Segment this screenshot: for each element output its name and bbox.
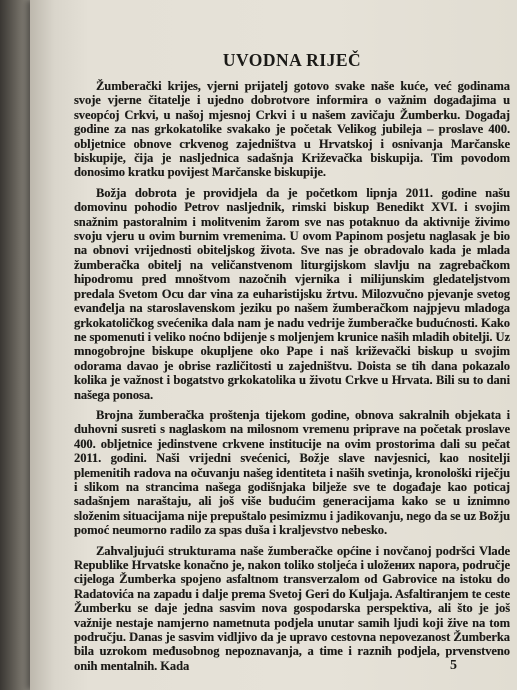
book-gutter-shadow	[0, 0, 34, 690]
page-title: UVODNA RIJEČ	[222, 50, 362, 70]
paragraph-1: Žumberački krijes, vjerni prijatelj gotovo svake naše kuće, već godinama svoje vjerne čitatelje i ujedno dobrotvore informira o važnim događajima u sveopćoj Crkvi, u našoj mjesnoj Crkvi i u našem zavičaju Žumberku. Događaj godine za nas grkokatolike svakako je početak Velikog jubileja – proslave 400. obljetnice obnove crkvenog zajedništva u Hrvatskoj i osnivanja Marčanske biskupije, čija je nasljednica sadašnja Križevačka biskupija. Tim povodom donosimo kratku povijest Marčanske biskupije.	[74, 79, 510, 180]
paragraph-3: Brojna žumberačka proštenja tijekom godine, obnova sakralnih objekata i duhovni susreti s naglaskom na milosnom vremenu priprave na početak proslave 400. obljetnice jedinstvene crkvene institucije na ovim prostorima dali su pečat 2011. godini. Naši vrijedni svećenici, Božje slave navjesnici, kao nositelji plemenitih radova na očuvanju našeg identiteta i naših svetinja, kronološki riječju i slikom na strancima našega godišnjaka bilježe sve te događaje kao poticaj sadašnjem naraštaju, ali još više budućim generacijama kako se u iznimno složenim situacijama nije prepuštalo pesimizmu i jadikovanju, nego da se uz Božju pomoć neumorno radilo za spas duša i kraljevstvo nebesko.	[74, 407, 510, 538]
paragraph-2: Božja dobrota je providjela da je početkom lipnja 2011. godine našu domovinu pohodio Petrov nasljednik, rimski biskup Benedikt XVI. i svojim snažnim pastoralnim i molitvenim žarom sve nas potaknuo da aktivnije živimo svoju vjeru u ovim burnim vremenima. U ovom Papinom posjetu naglasak je bio na obnovi vrijednosti obiteljskog života. Sve nas je obradovalo kada je mlada žumberačka obitelj na veličanstvenom liturgijskom slavlju na zagrebačkom hipodromu pred mnoštvom nazočnih vjernika i milijunskim gledateljstvom predala Svetom Ocu dar vina za euharistijsku žrtvu. Milozvučno pjevanje svetog evanđelja na staroslavenskom jeziku po našem žumberačkom najpjevu mladoga grkokatoličkog svećenika dala nam je nadu vedrije žumberačke budućnosti. Kako ne spomenuti i veliko noćno bdijenje s moljenjem krunice naših mladih obitelji. Uz mnogobrojne biskupe okupljene oko Pape i naš križevački biskup u svojim odorama davao je obrise različitosti u zajedništvu. Doista se tih dana pokazalo kolika je važnost i bogatstvo grkokatolika u životu Crkve u Hrvata. Bili su to dani našega ponosa.	[74, 185, 510, 402]
page-content	[74, 50, 510, 679]
page-number: 5	[450, 658, 457, 673]
paragraph-4: Zahvaljujući strukturama naše žumberačke općine i novčanoj podršci Vlade Republike Hrvatske konačno je, nakon toliko stoljeća i uložених napora, područje cijeloga Žumberka spojeno asfaltnom transverzalom od Gabrovice na istoku do Radatovića na zapadu i dalje prema Svetoj Geri do Kuljaja. Asfaltiranjem te ceste Žumberku se daje jedna sasvim nova gospodarska perspektiva, ali što je još važnije nestaje namjerno nametnuta podjela unutar samih ljudi koji žive na tom području. Danas je sasvim vidljivo da je upravo cestovna nepovezanost Žumberka bila uzrokom međusobnog nepoznavanja, a time i raznih podjela, prvenstveno onih mentalnih. Kada	[74, 543, 510, 673]
book-page	[30, 0, 517, 690]
